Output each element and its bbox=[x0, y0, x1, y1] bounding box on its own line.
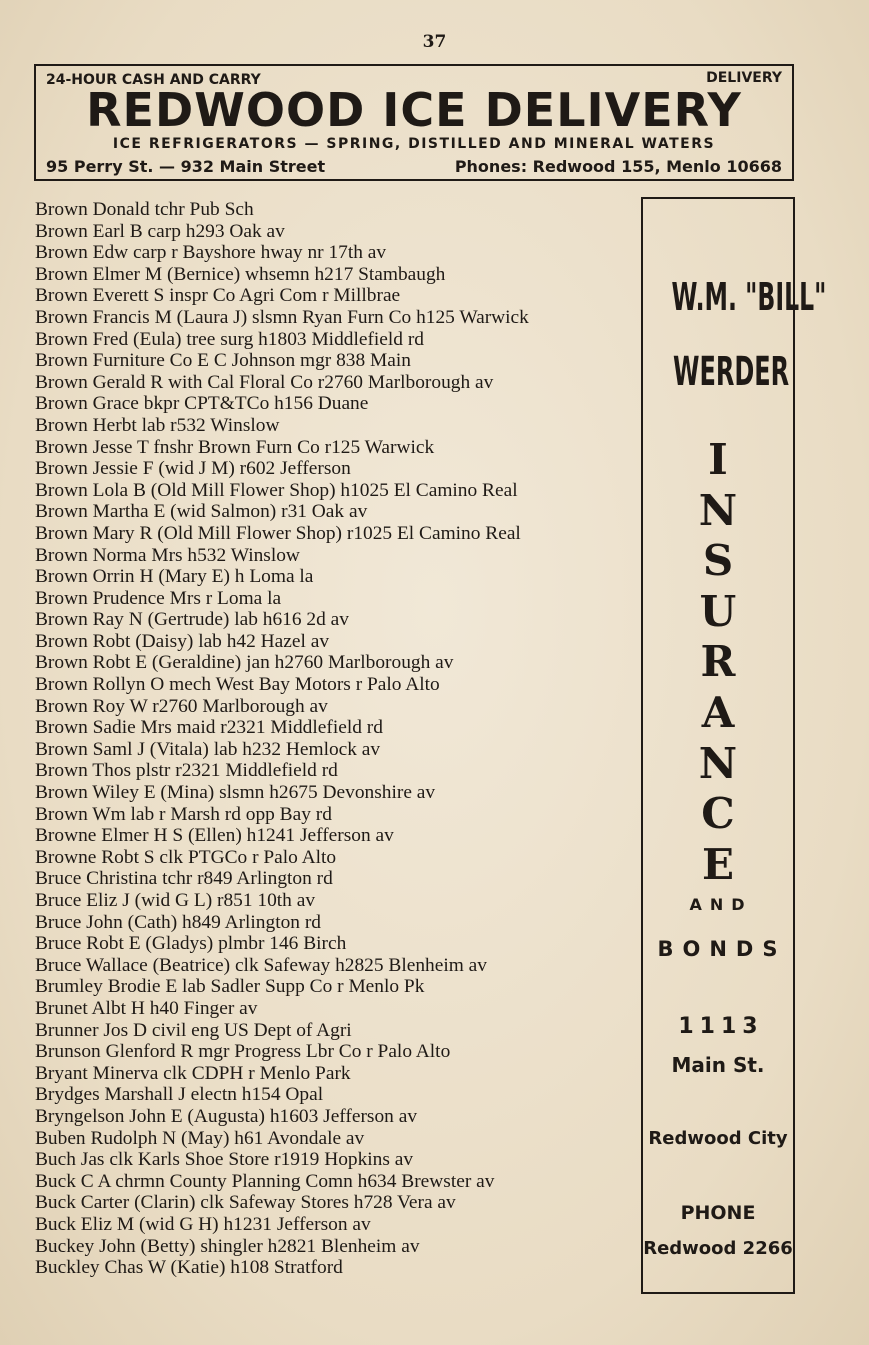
directory-entry: Brown Robt (Daisy) lab h42 Hazel av bbox=[35, 630, 330, 652]
ad-products-line: ICE REFRIGERATORS — SPRING, DISTILLED AND MINERAL WATERS bbox=[112, 136, 716, 152]
directory-entry: Brydges Marshall J electn h154 Opal bbox=[35, 1084, 324, 1106]
insurance-letter: N bbox=[698, 485, 738, 535]
directory-entry: Buckley Chas W (Katie) h108 Stratford bbox=[35, 1257, 343, 1279]
directory-entry: Buben Rudolph N (May) h61 Avondale av bbox=[35, 1127, 365, 1149]
side-ad-bonds: BONDS bbox=[657, 937, 787, 961]
directory-listing bbox=[35, 199, 625, 1279]
directory-entry: Brumley Brodie E lab Sadler Supp Co r Menlo Pk bbox=[35, 976, 425, 998]
directory-entry: Brown Sadie Mrs maid r2321 Middlefield rd bbox=[35, 717, 383, 739]
directory-entry: Brown Herbt lab r532 Winslow bbox=[35, 414, 280, 436]
directory-entry: Brown Earl B carp h293 Oak av bbox=[35, 220, 285, 242]
directory-entry: Brown Roy W r2760 Marlborough av bbox=[35, 695, 328, 717]
directory-entry: Brunet Albt H h40 Finger av bbox=[35, 997, 258, 1019]
directory-entry: Brown Ray N (Gertrude) lab h616 2d av bbox=[35, 609, 349, 631]
directory-entry: Bruce Christina tchr r849 Arlington rd bbox=[35, 868, 333, 890]
directory-entry: Brown Grace bkpr CPT&TCo h156 Duane bbox=[35, 393, 369, 415]
ad-tagline-right: DELIVERY bbox=[706, 70, 782, 86]
side-ad-street-number: 1113 bbox=[678, 1014, 764, 1039]
side-ad-phone-label: PHONE bbox=[680, 1202, 756, 1224]
ad-address: 95 Perry St. — 932 Main Street bbox=[46, 157, 326, 176]
directory-entry: Brown Mary R (Old Mill Flower Shop) r1025 El Camino Real bbox=[35, 522, 521, 544]
directory-entry: Brown Gerald R with Cal Floral Co r2760 Marlborough av bbox=[35, 371, 494, 393]
insurance-letter: E bbox=[701, 839, 734, 889]
directory-entry: Bruce John (Cath) h849 Arlington rd bbox=[35, 911, 321, 933]
directory-entry: Buck C A chrmn County Planning Comn h634 Brewster av bbox=[35, 1170, 495, 1192]
directory-entry: Brown Fred (Eula) tree surg h1803 Middlefield rd bbox=[35, 328, 424, 350]
insurance-letter: C bbox=[701, 789, 735, 839]
werder-insurance-advertisement bbox=[641, 197, 827, 1294]
directory-entry: Browne Robt S clk PTGCo r Palo Alto bbox=[35, 846, 337, 868]
directory-entry: Buck Eliz M (wid G H) h1231 Jefferson av bbox=[35, 1213, 371, 1235]
directory-entry: Buckey John (Betty) shingler h2821 Blenheim av bbox=[35, 1235, 420, 1257]
directory-entry: Brown Wiley E (Mina) slsmn h2675 Devonshire av bbox=[35, 782, 436, 804]
directory-entry: Browne Elmer H S (Ellen) h1241 Jefferson av bbox=[35, 825, 394, 847]
directory-entry: Brunner Jos D civil eng US Dept of Agri bbox=[35, 1019, 352, 1041]
directory-entry: Bryngelson John E (Augusta) h1603 Jefferson av bbox=[35, 1105, 418, 1127]
side-ad-street: Main St. bbox=[671, 1053, 765, 1077]
directory-entry: Brown Wm lab r Marsh rd opp Bay rd bbox=[35, 803, 332, 825]
insurance-letter: S bbox=[702, 536, 734, 586]
insurance-letter: I bbox=[708, 435, 728, 484]
directory-entry: Brunson Glenford R mgr Progress Lbr Co r Palo Alto bbox=[35, 1041, 451, 1063]
directory-entry: Bruce Robt E (Gladys) plmbr 146 Birch bbox=[35, 933, 347, 955]
ad-company-name: REDWOOD ICE DELIVERY bbox=[86, 83, 742, 137]
side-ad-phone: Redwood 2266 bbox=[643, 1238, 793, 1259]
redwood-ice-advertisement bbox=[34, 64, 794, 181]
directory-entry: Bruce Wallace (Beatrice) clk Safeway h2825 Blenheim av bbox=[35, 954, 487, 976]
directory-entry: Brown Lola B (Old Mill Flower Shop) h1025 El Camino Real bbox=[35, 479, 518, 501]
directory-entry: Brown Orrin H (Mary E) h Loma la bbox=[35, 566, 314, 588]
directory-entry: Bruce Eliz J (wid G L) r851 10th av bbox=[35, 890, 316, 911]
page-number: 37 bbox=[422, 32, 447, 52]
side-ad-name: W.M. "BILL" bbox=[671, 275, 827, 319]
directory-entry: Brown Donald tchr Pub Sch bbox=[35, 199, 254, 220]
directory-entry: Brown Prudence Mrs r Loma la bbox=[35, 587, 282, 609]
insurance-vertical-word bbox=[643, 435, 793, 890]
ad-tagline-left: 24-HOUR CASH AND CARRY bbox=[46, 72, 261, 88]
side-ad-surname: WERDER bbox=[673, 349, 790, 395]
directory-entry: Brown Francis M (Laura J) slsmn Ryan Furn Co h125 Warwick bbox=[35, 306, 529, 328]
directory-entry: Buck Carter (Clarin) clk Safeway Stores h728 Vera av bbox=[35, 1192, 456, 1214]
ad-phones: Phones: Redwood 155, Menlo 10668 bbox=[454, 157, 782, 176]
directory-entry: Brown Norma Mrs h532 Winslow bbox=[35, 544, 300, 566]
insurance-letter: N bbox=[698, 738, 738, 788]
directory-entry: Brown Jesse T fnshr Brown Furn Co r125 Warwick bbox=[35, 436, 435, 458]
insurance-letter: R bbox=[700, 637, 736, 687]
directory-entry: Brown Rollyn O mech West Bay Motors r Palo Alto bbox=[35, 674, 440, 696]
directory-entry: Brown Robt E (Geraldine) jan h2760 Marlborough av bbox=[35, 652, 454, 674]
directory-entry: Bryant Minerva clk CDPH r Menlo Park bbox=[35, 1062, 351, 1084]
directory-entry: Buch Jas clk Karls Shoe Store r1919 Hopkins av bbox=[35, 1149, 414, 1171]
side-ad-city: Redwood City bbox=[648, 1128, 788, 1149]
insurance-letter: A bbox=[701, 687, 735, 737]
directory-entry: Brown Thos plstr r2321 Middlefield rd bbox=[35, 760, 338, 782]
directory-entry: Brown Saml J (Vitala) lab h232 Hemlock av bbox=[35, 738, 381, 760]
insurance-letter: U bbox=[699, 586, 737, 636]
directory-entry: Brown Furniture Co E C Johnson mgr 838 Main bbox=[35, 350, 411, 372]
directory-entry: Brown Everett S inspr Co Agri Com r Millbrae bbox=[35, 285, 401, 307]
directory-entry: Brown Elmer M (Bernice) whsemn h217 Stambaugh bbox=[35, 263, 446, 285]
side-ad-and: AND bbox=[689, 895, 753, 914]
directory-entry: Brown Martha E (wid Salmon) r31 Oak av bbox=[35, 501, 368, 523]
directory-entry: Brown Jessie F (wid J M) r602 Jefferson bbox=[35, 458, 351, 480]
directory-entry: Brown Edw carp r Bayshore hway nr 17th av bbox=[35, 242, 387, 264]
